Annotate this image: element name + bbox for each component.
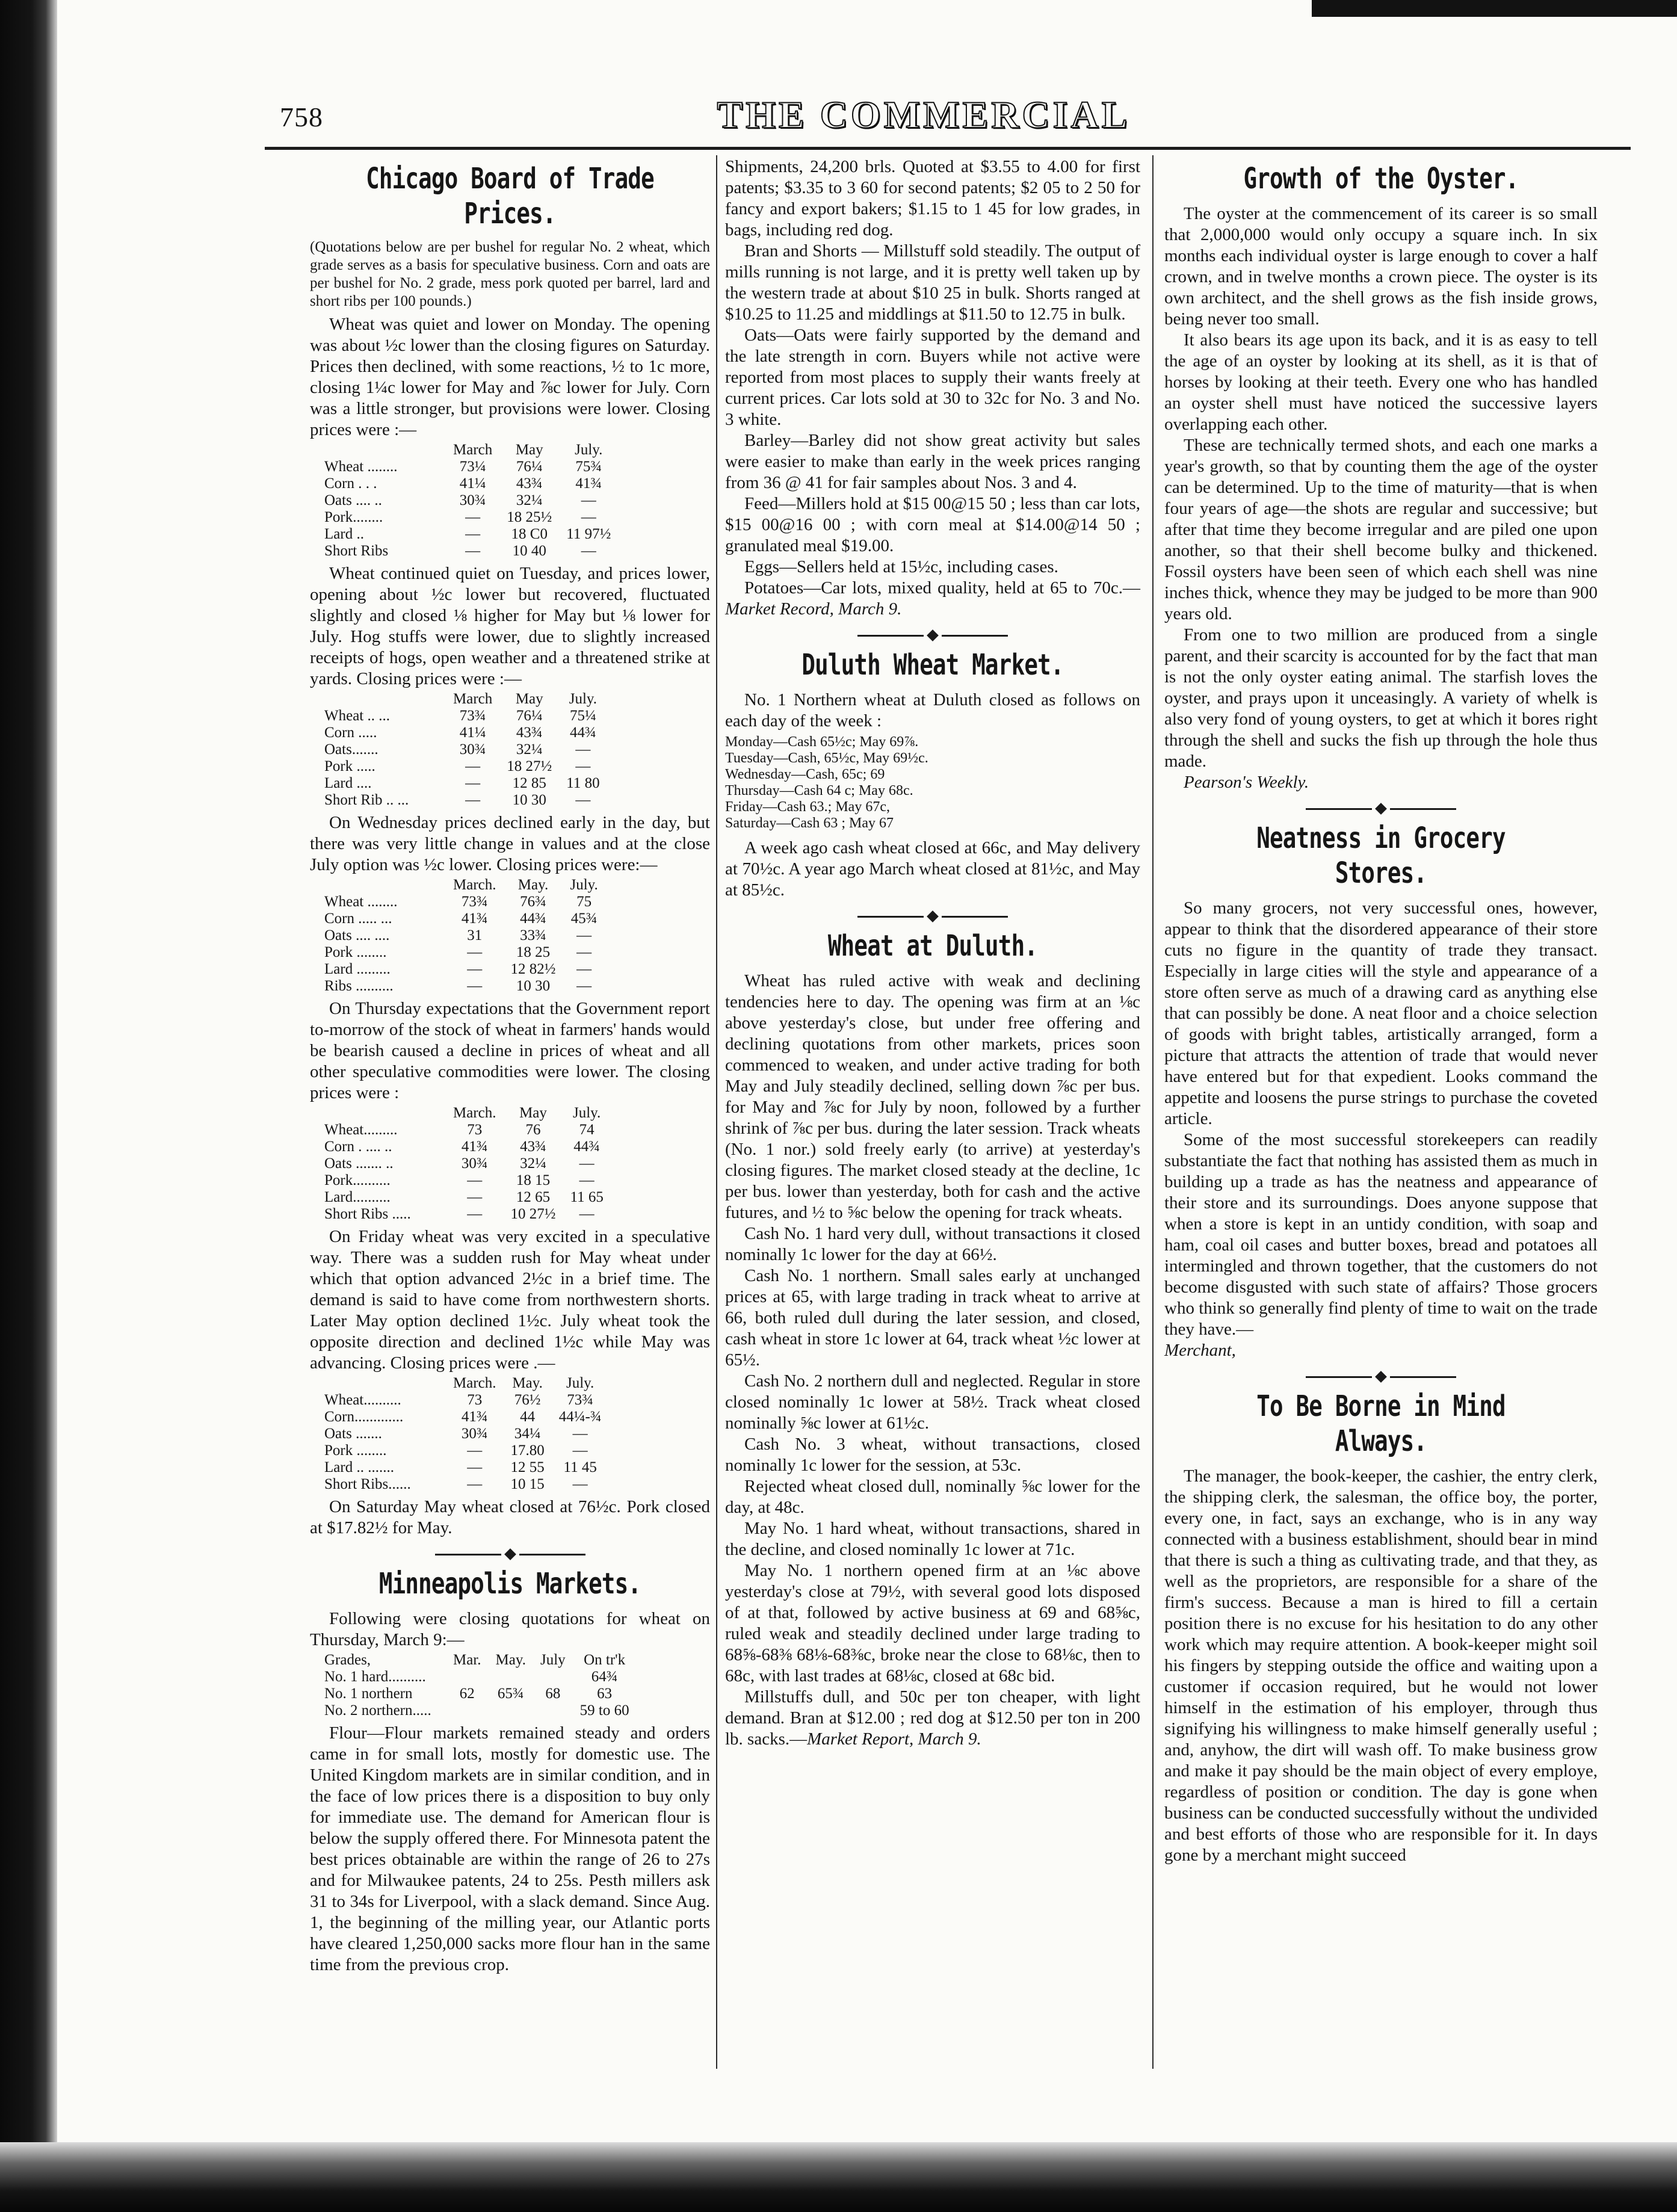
table-row — [324, 1392, 609, 1409]
price-table-wednesday — [324, 877, 605, 995]
commodity-cell: Wheat.......... — [324, 1392, 401, 1408]
price-cell: — — [581, 492, 596, 508]
paragraph: May No. 1 hard wheat, without transactions, shared in the decline, and closed nominally 1c lower at 71c. — [725, 1519, 1140, 1559]
table-header: May — [515, 442, 543, 458]
commodity-cell: Ribs .......... — [324, 978, 394, 994]
commodity-cell: Oats....... — [324, 741, 378, 758]
paragraph-wednesday: On Wednesday prices declined early in the day, but there was very little change in values and at the close July option was ½c lower. Closing prices were:— — [310, 813, 710, 874]
price-cell — [533, 1669, 573, 1685]
price-cell: 73 — [467, 1122, 483, 1138]
commodity-cell: Oats .... .. — [324, 492, 382, 508]
price-cell: — — [576, 927, 592, 944]
source-credit: Market Record, March 9. — [725, 599, 902, 619]
price-table-monday — [324, 442, 618, 560]
table-header: March. — [453, 877, 496, 893]
table-row — [324, 1685, 637, 1702]
scan-shadow-left — [0, 0, 57, 2212]
price-cell: 43¾ — [520, 1138, 546, 1155]
commodity-cell: Lard.......... — [324, 1189, 391, 1205]
price-cell: — — [575, 758, 591, 774]
price-cell: — — [465, 526, 481, 542]
commodity-cell: Lard .. ....... — [324, 1459, 394, 1475]
price-cell: 10 27½ — [510, 1206, 556, 1222]
price-cell: 30¾ — [459, 492, 486, 508]
price-cell — [489, 1702, 533, 1719]
price-cell: 18 27½ — [507, 758, 552, 774]
commodity-cell: Pork........ — [324, 509, 383, 525]
paragraph: Cash No. 1 hard very dull, without transactions it closed nominally 1c lower for the day at 66½. — [725, 1224, 1140, 1264]
price-cell: 11 65 — [570, 1189, 604, 1205]
price-cell: 11 45 — [563, 1459, 597, 1475]
table-row — [324, 927, 605, 944]
price-cell: — — [467, 1206, 483, 1222]
commodity-cell: Wheat ........ — [324, 459, 398, 475]
price-table-thursday — [324, 1105, 611, 1223]
paragraph: Rejected wheat closed dull, nominally ⅝c lower for the day, at 48c. — [725, 1477, 1140, 1517]
commodity-cell: Lard ......... — [324, 961, 391, 977]
table-row — [324, 792, 607, 809]
table-header: On tr'k — [584, 1652, 626, 1668]
commodity-cell: Oats .... .... — [324, 927, 390, 944]
price-cell: 10 15 — [510, 1476, 545, 1492]
headline-oyster: Growth of the Oyster. — [1243, 162, 1519, 196]
price-cell: 30¾ — [461, 1155, 488, 1172]
commodity-cell: Corn ..... — [324, 724, 377, 741]
column-rule — [716, 155, 717, 2069]
price-cell: 44¾ — [573, 1138, 601, 1155]
price-cell — [446, 1702, 489, 1719]
paragraph — [725, 1687, 1140, 1750]
table-row — [324, 1155, 611, 1172]
price-cell: 41¼ — [459, 724, 486, 741]
table-row — [324, 1172, 611, 1189]
price-cell: 76¼ — [516, 708, 543, 724]
table-row — [324, 1409, 609, 1426]
table-row — [324, 459, 618, 475]
price-cell: 75¾ — [575, 459, 602, 475]
section-separator — [1164, 803, 1598, 815]
table-header: July. — [575, 442, 603, 458]
price-cell: 76¾ — [520, 894, 546, 910]
column-rule — [1152, 155, 1154, 2069]
table-row — [324, 1206, 611, 1223]
table-header — [324, 691, 446, 708]
price-cell: 73¾ — [459, 708, 486, 724]
price-cell: — — [467, 944, 483, 960]
price-cell: 32¼ — [516, 741, 543, 758]
paragraph: May No. 1 northern opened firm at an ⅛c above yesterday's close at 79½, with several good lots disposed of at that, followed by active business at 69 and 68⅝c, ruled weak and steadily declined under large trading to 68⅝-68⅜ 68⅛-68⅜c, broke near the close to 68⅛c, then to 68c, with last trades at 68⅛c, closed at 68c bid. — [725, 1561, 1140, 1685]
price-cell — [533, 1702, 573, 1719]
commodity-cell: Short Rib .. ... — [324, 792, 409, 808]
table-header: Grades, — [324, 1652, 371, 1668]
price-cell: 12 85 — [512, 775, 546, 791]
paragraph-barley: Barley—Barley did not show great activity but sales were easier to make than early in the week prices ranging from 36 @ 41 for fair samples about Nos. 3 and 4. — [725, 431, 1140, 492]
table-row — [324, 492, 618, 509]
price-cell: 41¾ — [575, 475, 602, 492]
price-cell: 75 — [576, 894, 592, 910]
table-row — [324, 509, 618, 526]
quote-line: Monday—Cash 65½c; May 69⅞. — [725, 734, 919, 750]
table-row — [324, 758, 607, 775]
paragraph: Cash No. 1 northern. Small sales early at unchanged prices at 65, with large trading in track wheat to arrive at 66, both ruled dull during the later session, and closed, cash wheat in store 1c lower at 64, track wheat ½c lower at 65½. — [725, 1266, 1140, 1370]
table-header: May. — [512, 1375, 543, 1391]
section-separator — [310, 1548, 710, 1560]
price-cell: — — [576, 944, 592, 960]
price-cell: 18 25 — [516, 944, 551, 960]
page-number: 758 — [280, 102, 323, 132]
table-row — [324, 910, 605, 927]
price-table-minneapolis — [324, 1652, 637, 1719]
section-separator — [725, 629, 1140, 641]
price-cell: — — [467, 1172, 483, 1188]
table-header: May. — [517, 877, 549, 893]
price-cell: — — [579, 1206, 595, 1222]
price-cell: 31 — [467, 927, 483, 944]
price-cell: — — [576, 978, 592, 994]
price-cell: — — [572, 1442, 588, 1459]
table-row — [324, 944, 605, 961]
price-cell: 44¼-¾ — [558, 1409, 602, 1425]
price-cell: 11 80 — [566, 775, 600, 791]
quote-line: Wednesday—Cash, 65c; 69 — [725, 767, 885, 782]
price-cell: — — [465, 758, 481, 774]
table-header: July. — [573, 1105, 601, 1121]
price-cell: — — [576, 961, 592, 977]
price-cell: 44¾ — [570, 724, 596, 741]
commodity-cell: Short Ribs — [324, 543, 389, 559]
source-credit: Merchant, — [1164, 1341, 1236, 1360]
price-cell: 73¼ — [459, 459, 486, 475]
price-cell: — — [465, 775, 481, 791]
paragraph-minneapolis-intro: Following were closing quotations for wheat on Thursday, March 9:— — [310, 1609, 710, 1649]
paragraph: Cash No. 3 wheat, without transactions, closed nominally 1c lower for the session, at 53c. — [725, 1435, 1140, 1475]
commodity-cell: Lard .. — [324, 526, 364, 542]
table-body — [324, 459, 618, 560]
commodity-cell: Wheat .. ... — [324, 708, 390, 724]
commodity-cell: Short Ribs ..... — [324, 1206, 411, 1222]
price-cell: 34¼ — [514, 1426, 541, 1442]
price-cell: 73¾ — [461, 894, 488, 910]
table-row — [324, 724, 607, 741]
quote-line: Tuesday—Cash, 65½c, May 69½c. — [725, 750, 928, 766]
headline-duluth-wheat-market: Duluth Wheat Market. — [801, 648, 1064, 682]
commodity-cell: Pork.......... — [324, 1172, 391, 1188]
price-cell: 76 — [525, 1122, 541, 1138]
price-cell: 76¼ — [516, 459, 543, 475]
table-row — [324, 543, 618, 560]
headline-neatness: Neatness in Grocery Stores. — [1256, 821, 1506, 890]
price-cell: — — [467, 1476, 483, 1492]
price-table-friday — [324, 1375, 609, 1493]
table-row — [324, 1476, 609, 1493]
price-cell: — — [575, 741, 591, 758]
price-cell — [446, 1669, 489, 1685]
price-cell: 10 30 — [516, 978, 551, 994]
price-cell: — — [581, 509, 596, 525]
paragraph: These are technically termed shots, and each one marks a year's growth, so that by counting them the age of the oyster can be determined. Up to the time of maturity—that is when four years of age—the shots are regular and successive; but after that time they become irregular and are piled one upon another, so that their shell become bulky and thickened. Fossil oysters have been seen of which each shell was nine inches thick, whence they may be judged to be more than 900 years old. — [1164, 436, 1598, 623]
table-header — [324, 442, 446, 459]
commodity-cell: Wheat ........ — [324, 894, 398, 910]
paragraph: So many grocers, not very successful ones, however, appear to think that the disordered appearance of their store cuts no figure in the quantity of trade they transact. Especially in large cities will the style and appearance of a store often serve as much of a drawing card as anything else that can possibly be done. A neat floor and a choice selection of goods with bright tables, artistically arranged, form a picture that attracts the attention of trade that would never have entered but for that expedient. Looks command the appetite and loosens the purse strings to purchase the coveted article. — [1164, 898, 1598, 1128]
quote-line: Friday—Cash 63.; May 67c, — [725, 799, 890, 815]
commodity-cell: Wheat......... — [324, 1122, 398, 1138]
price-cell: 33¾ — [520, 927, 546, 944]
commodity-cell: Pork ..... — [324, 758, 375, 774]
section-separator — [1164, 1371, 1598, 1383]
table-row — [324, 775, 607, 792]
price-cell: — — [467, 961, 483, 977]
price-cell: 43¾ — [516, 475, 543, 492]
table-row — [324, 475, 618, 492]
price-cell: 30¾ — [461, 1426, 488, 1442]
source-credit: Pearson's Weekly. — [1184, 773, 1309, 792]
table-header: May — [515, 691, 543, 707]
table-header: March. — [453, 1375, 496, 1391]
price-cell: — — [467, 1459, 483, 1475]
commodity-cell: Corn ..... ... — [324, 910, 392, 927]
paragraph-feed: Feed—Millers hold at $15 00@15 50 ; less than car lots, $15 00@16 00 ; with corn meal at $14.00@14 50 ; granulated meal $19.00. — [725, 494, 1140, 555]
price-cell: — — [572, 1426, 588, 1442]
column-middle — [725, 156, 1140, 1750]
price-cell: 11 97½ — [566, 526, 611, 542]
paragraph: From one to two million are produced from a single parent, and their scarcity is accounted for by the fact that man is not the only oyster eating animal. The starfish loves the oyster, and prays upon it unceasingly. A variety of whelk is also very fond of young oysters, to get at which it bores right through the shell and sucks the fish up through the hole thus made. — [1164, 625, 1598, 771]
table-row — [324, 741, 607, 758]
paragraph-potatoes — [725, 578, 1140, 620]
price-cell: 75¼ — [570, 708, 596, 724]
paragraph-friday: On Friday wheat was very excited in a speculative way. There was a sudden rush for May wheat under which that option advanced 2½c in a brief time. The demand is said to have come from northwestern shorts. Later May option declined 1½c. July wheat took the opposite direction and declined 1½c while May was advancing. Closing prices were .— — [310, 1227, 710, 1373]
table-body — [324, 894, 605, 995]
price-table-tuesday — [324, 691, 607, 809]
table-row — [324, 1122, 611, 1138]
price-cell: 12 55 — [510, 1459, 545, 1475]
table-header: May. — [495, 1652, 526, 1668]
commodity-cell: No. 2 northern..... — [324, 1702, 431, 1719]
price-cell: 74 — [579, 1122, 595, 1138]
price-cell: — — [579, 1155, 595, 1172]
price-cell: 18 15 — [516, 1172, 551, 1188]
price-cell: 44¾ — [520, 910, 546, 927]
paragraph-bran: Bran and Shorts — Millstuff sold steadily. The output of mills running is not large, and it is pretty well taken up by the western trade at about $10 25 in bulk. Shorts ranged at $10.25 to 11.25 and middlings at $11.50 to 12.75 in bulk. — [725, 241, 1140, 324]
table-header: July. — [570, 877, 598, 893]
price-cell: 62 — [459, 1685, 475, 1702]
price-cell — [489, 1669, 533, 1685]
millstuffs-text: Millstuffs dull, and 50c per ton cheaper, with light demand. Bran at $12.00 ; red dog at $12.50 per ton in 200 lb. sacks.— — [725, 1687, 1140, 1749]
table-row — [324, 1702, 637, 1719]
commodity-cell: Corn . . . — [324, 475, 377, 492]
commodity-cell: No. 1 northern — [324, 1685, 413, 1702]
paragraph-saturday: On Saturday May wheat closed at 76½c. Pork closed at $17.82½ for May. — [310, 1497, 710, 1537]
table-header: March — [453, 442, 493, 458]
price-cell: — — [467, 978, 483, 994]
quote-line: Thursday—Cash 64 c; May 68c. — [725, 783, 913, 799]
commodity-cell: Corn . .... .. — [324, 1138, 392, 1155]
price-cell: 10 30 — [512, 792, 546, 808]
potatoes-text: Potatoes—Car lots, mixed quality, held at 65 to 70c.— — [744, 578, 1140, 598]
table-row — [324, 526, 618, 543]
price-cell: 41¼ — [459, 475, 486, 492]
price-cell: — — [572, 1476, 588, 1492]
scan-shadow-top — [1312, 0, 1677, 17]
paragraph: The oyster at the commencement of its career is so small that 2,000,000 would only occupy a square inch. In six months each individual oyster is large enough to cover a half crown, and in twelve months a crown piece. The oyster is its own architect, and the shell grows as the fish inside grows, being never too small. — [1164, 204, 1598, 329]
column-left — [310, 156, 710, 1976]
price-cell: 32¼ — [520, 1155, 546, 1172]
table-header — [324, 1105, 446, 1122]
price-cell: 17.80 — [510, 1442, 545, 1459]
table-row — [324, 708, 607, 724]
table-row — [324, 978, 605, 995]
table-header: July — [540, 1652, 566, 1668]
table-header: Mar. — [453, 1652, 481, 1668]
table-header: May — [519, 1105, 547, 1121]
headline-wheat-at-duluth: Wheat at Duluth. — [827, 929, 1038, 963]
commodity-cell: Corn............. — [324, 1409, 404, 1425]
headline-minneapolis: Minneapolis Markets. — [378, 1567, 641, 1601]
commodity-cell: Oats ....... — [324, 1426, 382, 1442]
commodity-cell: Oats ....... .. — [324, 1155, 394, 1172]
price-cell: 45¾ — [570, 910, 598, 927]
paragraph-eggs: Eggs—Sellers held at 15½c, including cases. — [744, 557, 1058, 576]
column-right — [1164, 156, 1598, 1866]
paragraph-duluth-intro: No. 1 Northern wheat at Duluth closed as follows on each day of the week : — [725, 690, 1140, 731]
paragraph: The manager, the book-keeper, the cashier, the entry clerk, the shipping clerk, the salesman, the office boy, the porter, every one, in fact, says an exchange, who is in any way connected with a business establishment, should bear in mind that there is such a thing as cultivating trade, and that they, as well as the proprietors, are responsible for a share of the firm's success. Because a man is hired to fill a certain position there is no excuse for his hesitation to do any other work which may require attention. A book-keeper might soil his fingers by stepping outside the office and waiting upon a customer if occasion required, but he would not lower himself in the estimation of his employer, through thus signifying his willingness to make himself generally useful ; and, anyhow, the dirt will wash off. To make business grow and make it pay should be the main object of every employe, regardless of position or condition. The day is gone when business can be conducted successfully without the undivided and best efforts of those who are responsible for it. In days gone by a merchant might succeed — [1164, 1466, 1598, 1865]
scan-shadow-bottom — [0, 2142, 1677, 2212]
daily-quotes — [725, 734, 1140, 832]
paragraph-monday: Wheat was quiet and lower on Monday. The opening was about ½c lower than the closing figures on Saturday. Prices then declined, with some reactions, ½ to 1c more, closing 1¼c lower for May and ⅞c lower for July. Corn was a little stronger, but provisions were lower. Closing prices were :— — [310, 315, 710, 439]
table-row — [324, 894, 605, 910]
table-header: July. — [566, 1375, 595, 1391]
paragraph-thursday: On Thursday expectations that the Government report to-morrow of the stock of wheat in farmers' hands would be bearish caused a decline in prices of wheat and all other speculative commodities were lower. The closing prices were : — [310, 999, 710, 1102]
table-header — [324, 877, 446, 894]
price-cell: 12 82½ — [510, 961, 556, 977]
price-cell: 73 — [467, 1392, 483, 1408]
price-cell: 41¾ — [461, 1409, 488, 1425]
price-cell: 41¾ — [461, 910, 488, 927]
table-body — [324, 708, 607, 809]
paragraph: Cash No. 2 northern dull and neglected. Regular in store closed nominally 1c lower at 58½. Track wheat closed nominally ⅝c lower at 61½c. — [725, 1371, 1140, 1433]
table-row — [324, 1442, 609, 1459]
price-cell: — — [575, 792, 591, 808]
table-header: July. — [569, 691, 598, 707]
paragraph-oats: Oats—Oats were fairly supported by the demand and the late strength in corn. Buyers while not active were reported from most places to supply their wants freely at current prices. Car lots sold at 30 to 32c for No. 3 and No. 3 white. — [725, 326, 1140, 429]
paragraph-tuesday: Wheat continued quiet on Tuesday, and prices lower, opening about ½c lower but recovered, fluctuated slightly and closed ⅛ higher for May but ⅛ lower for July. Hog stuffs were lower, due to slightly increased receipts of hogs, open weather and a threatened strike at yards. Closing prices were :— — [310, 564, 710, 688]
price-cell: 10 40 — [512, 543, 546, 559]
commodity-cell: Short Ribs...... — [324, 1476, 411, 1492]
price-cell: 65¾ — [497, 1685, 524, 1702]
commodity-cell: Pork ........ — [324, 944, 387, 960]
price-cell: — — [581, 543, 596, 559]
price-cell: 18 C0 — [511, 526, 548, 542]
price-cell: 12 65 — [516, 1189, 551, 1205]
price-cell: 59 to 60 — [579, 1702, 629, 1719]
paragraph: It also bears its age upon its back, and it is as easy to tell the age of an oyster by looking at its shell, as it is that of horses by looking at their teeth. Every one who has handled an oyster shell must have noticed the successive layers overlapping each other. — [1164, 330, 1598, 434]
table-row — [324, 1426, 609, 1442]
paragraph: Some of the most successful storekeepers can readily substantiate the fact that nothing has assisted them as much in building up a trade as has the neatness and appearance of their store and its surroundings. Does anyone suppose that when a store is kept in an untidy condition, with soap and ham, coal oil cases and butter boxes, bread and potatoes all intermingled and thrown together, that the customers do not become disgusted with such state of affairs? Those grocers who think so generally find plenty of time to wait on the trade they have.— — [1164, 1130, 1598, 1339]
table-row — [324, 1669, 637, 1685]
quote-line: Saturday—Cash 63 ; May 67 — [725, 815, 894, 831]
table-body — [324, 1122, 611, 1223]
price-cell: 64¾ — [591, 1669, 618, 1685]
price-cell: 68 — [545, 1685, 561, 1702]
table-header: March — [453, 691, 493, 707]
table-row — [324, 961, 605, 978]
price-cell: — — [465, 543, 481, 559]
table-header: March. — [453, 1105, 496, 1121]
table-row — [324, 1138, 611, 1155]
paragraph: Wheat has ruled active with weak and declining tendencies here to day. The opening was firm at an ⅛c above yesterday's close, but under free offering and declining quotations from other markets, prices soon commenced to weaken, and under active trading for both May and July steadily declined, selling down ⅞c per bus. for May and ⅞c for July by noon, followed by a further shrink of ⅞c per bus. during the later session. Track wheats (No. 1 nor.) sold freely early (to arrive) at yesterday's closing figures. The market closed steady at the decline, 1c per bus. lower than yesterday, both for cash and the active futures, and ½ to ⅝c below the opening for track wheats. — [725, 971, 1140, 1222]
section-separator — [725, 910, 1140, 922]
price-cell: 44 — [520, 1409, 536, 1425]
headline-chicago: Chicago Board of Trade Prices. — [366, 162, 654, 230]
commodity-cell: Lard .... — [324, 775, 372, 791]
commodity-cell: Pork ........ — [324, 1442, 387, 1459]
price-cell: — — [579, 1172, 595, 1188]
price-cell: — — [465, 792, 481, 808]
masthead-rule — [265, 147, 1631, 150]
price-cell: 41¾ — [461, 1138, 488, 1155]
source-credit: Market Report, March 9. — [807, 1729, 981, 1749]
price-cell: — — [467, 1189, 483, 1205]
masthead: THE COMMERCIAL — [717, 93, 1131, 136]
table-body — [324, 1669, 637, 1719]
price-cell: 43¾ — [516, 724, 543, 741]
paragraph-shipments: Shipments, 24,200 brls. Quoted at $3.55 to 4.00 for first patents; $3.35 to 3 60 for second patents; $2 05 to 2 50 for fancy and export bakers; $1.15 to 1 45 for low grades, in bags, including red dog. — [725, 157, 1140, 239]
price-cell: 63 — [597, 1685, 613, 1702]
price-cell: 73¾ — [567, 1392, 594, 1408]
price-cell: 32¼ — [516, 492, 543, 508]
headline-borne-in-mind: To Be Borne in Mind Always. — [1256, 1389, 1506, 1458]
paragraph-duluth-summary: A week ago cash wheat closed at 66c, and May delivery at 70½c. A year ago March wheat closed at 81½c, and May at 85½c. — [725, 838, 1140, 900]
price-cell: — — [465, 509, 481, 525]
price-cell: — — [467, 1442, 483, 1459]
table-row — [324, 1189, 611, 1206]
commodity-cell: No. 1 hard.......... — [324, 1669, 426, 1685]
price-cell: 30¾ — [459, 741, 486, 758]
table-body — [324, 1392, 609, 1493]
price-cell: 76½ — [514, 1392, 541, 1408]
table-row — [324, 1459, 609, 1476]
quotation-note: (Quotations below are per bushel for regular No. 2 wheat, which grade serves as a basis for speculative business. Corn and oats are per bushel for No. 2 grade, mess pork quoted per barrel, lard and short ribs per 100 pounds.) — [310, 239, 710, 309]
paragraph-flour: Flour—Flour markets remained steady and orders came in for small lots, mostly for domestic use. The United Kingdom markets are in similar condition, and in the face of low prices there is a disposition to buy only for immediate use. The demand for American flour is below the supply offered there. For Minnesota patent the best prices obtainable are within the range of 26 to 27s and for Milwaukee patents, 24 to 25s. Pesth millers ask 31 to 34s for Liverpool, with a slack demand. Since Aug. 1, the beginning of the milling year, our Atlantic ports have cleared 1,250,000 sacks more flour han in the same time from the previous crop. — [310, 1723, 710, 1974]
table-header — [324, 1375, 446, 1392]
price-cell: 18 25½ — [507, 509, 552, 525]
